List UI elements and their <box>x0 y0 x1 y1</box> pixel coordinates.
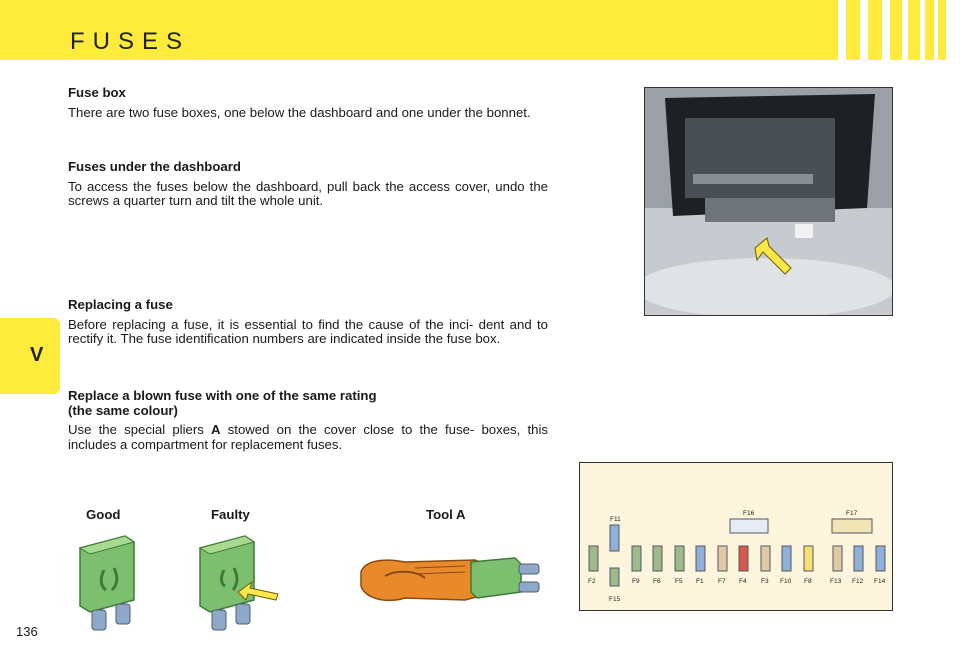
label-good: Good <box>86 507 121 522</box>
fuse-label-top: F17 <box>846 510 858 517</box>
fuse-slot <box>610 525 619 551</box>
fuse-slot <box>610 568 619 586</box>
page-number: 136 <box>16 624 38 639</box>
fuse-label: F5 <box>675 578 683 585</box>
section-body <box>68 423 548 452</box>
section-body: There are two fuse boxes, one below the dashboard and one under the bonnet. <box>68 104 531 120</box>
fuse-label: F6 <box>653 578 661 585</box>
fuse-slot <box>675 546 684 571</box>
header-stripe-gap <box>934 0 938 60</box>
fuse-slot <box>632 546 641 571</box>
fuse-label: F1 <box>696 578 704 585</box>
fuse-label: F13 <box>830 578 842 585</box>
label-tool-a: Tool A <box>426 507 466 522</box>
header-stripe-gap <box>902 0 908 60</box>
fuse-slot <box>761 546 770 571</box>
dashboard-fuse-box-photo <box>644 87 893 316</box>
fuse-label: F8 <box>804 578 812 585</box>
fuse-slot <box>589 546 598 571</box>
tool-a-illustration <box>355 548 545 612</box>
fuse-label-top: F11 <box>610 516 621 523</box>
fuse-slot <box>833 546 842 571</box>
section-heading-line2: (the same colour) <box>68 402 178 418</box>
body-text-post: stowed on the cover close to the fuse- boxes, this includes a compartment for replacement fuses. <box>68 422 548 452</box>
fuse-slot <box>718 546 727 571</box>
fuse-slot <box>854 546 863 571</box>
fuse-slot <box>730 519 768 533</box>
fuse-label-below: F15 <box>609 596 621 603</box>
fuse-label: F10 <box>780 578 792 585</box>
section-body: To access the fuses below the dashboard, pull back the access cover, undo the screws a quarter turn and tilt the whole unit. <box>68 178 548 208</box>
header-stripe-gap <box>838 0 846 60</box>
fuse-slot <box>804 546 813 571</box>
section-under-dashboard <box>68 160 548 209</box>
tool-reference: A <box>211 422 221 437</box>
header-stripe-gap <box>882 0 890 60</box>
fuse-slot <box>653 546 662 571</box>
chapter-tab-label: V <box>30 344 44 366</box>
fuse-slot <box>696 546 705 571</box>
fuse-slot <box>782 546 791 571</box>
section-body: Before replacing a fuse, it is essential to find the cause of the inci- dent and to rectify it. The fuse identification numbers are indicated inside the fuse box. <box>68 316 548 346</box>
chapter-tab <box>0 318 60 394</box>
body-text-pre: Use the special pliers <box>68 422 211 437</box>
fuse-label-top: F16 <box>743 510 755 517</box>
fuse-label: F2 <box>588 578 596 585</box>
good-fuse-illustration <box>70 530 150 632</box>
section-heading: Replacing a fuse <box>68 297 173 312</box>
fuse-label: F14 <box>874 578 886 585</box>
fuse-slot <box>876 546 885 571</box>
section-heading-line1: Replace a blown fuse with one of the same rating <box>68 388 377 403</box>
fuse-label: F4 <box>739 578 747 585</box>
section-heading: Fuse box <box>68 85 126 100</box>
fuse-label: F7 <box>718 578 726 585</box>
section-replacing <box>68 298 548 347</box>
section-blown-fuse <box>68 389 548 452</box>
section-heading: Fuses under the dashboard <box>68 159 241 174</box>
fuse-slot <box>832 519 872 533</box>
header-stripe-gap <box>946 0 960 60</box>
header-stripe-gap <box>920 0 925 60</box>
fuse-label: F12 <box>852 578 864 585</box>
label-faulty: Faulty <box>211 507 250 522</box>
fuse-slot <box>739 546 748 571</box>
fuse-label: F9 <box>632 578 640 585</box>
faulty-fuse-illustration <box>190 530 285 632</box>
page-title: FUSES <box>70 28 191 55</box>
section-fuse-box <box>68 86 548 120</box>
fuse-label: F3 <box>761 578 769 585</box>
header-stripe-gap <box>860 0 868 60</box>
fuse-box-diagram <box>579 462 893 611</box>
